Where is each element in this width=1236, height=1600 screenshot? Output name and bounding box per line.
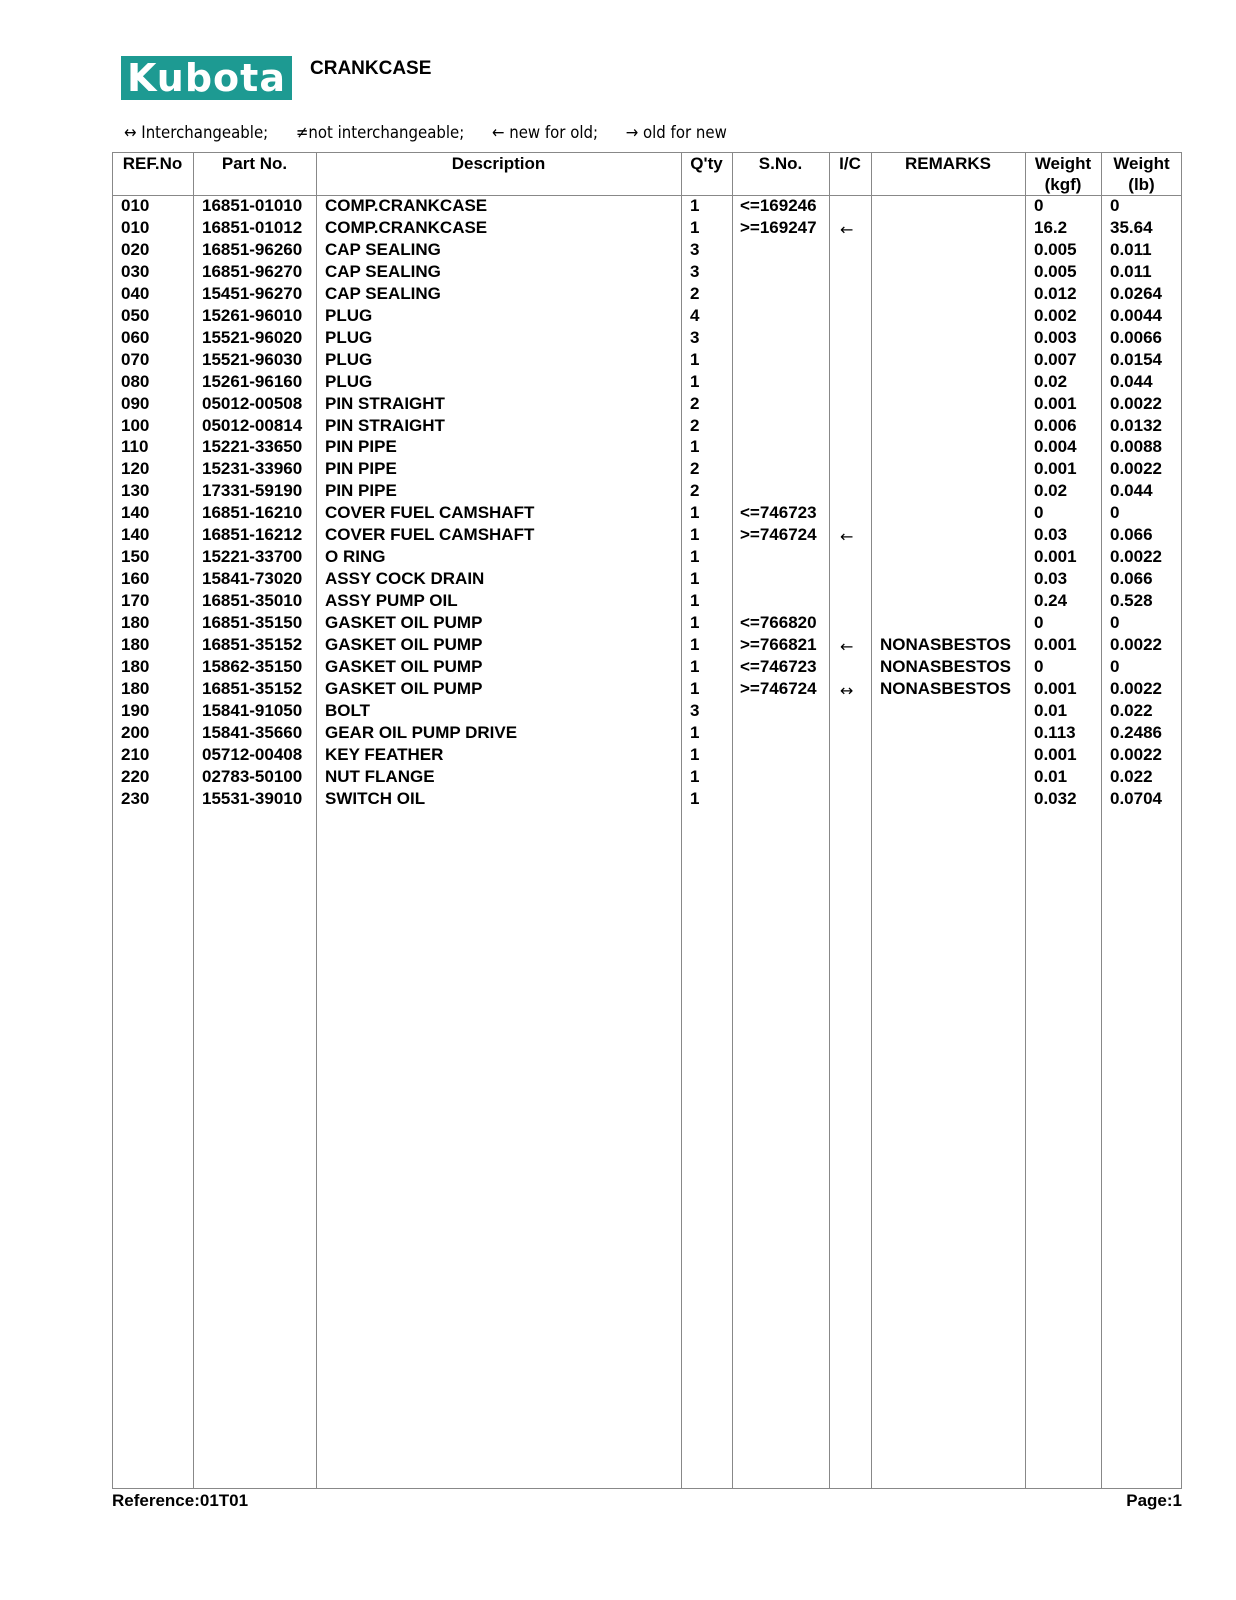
cell-qty: 3	[690, 239, 700, 259]
cell-ref-no: 090	[121, 393, 150, 413]
cell-weight-lb: 0.528	[1110, 591, 1153, 611]
legend-interchangeable: ↔ Interchangeable;	[124, 123, 269, 143]
cell-qty: 1	[690, 569, 700, 589]
cell-weight-lb: 0.066	[1110, 569, 1153, 589]
cell-weight-lb: 0.2486	[1110, 722, 1162, 742]
cell-qty: 2	[690, 481, 700, 501]
cell-qty: 1	[690, 722, 700, 742]
footer-page-number: Page:1	[1126, 1491, 1182, 1510]
cell-ref-no: 120	[121, 459, 150, 479]
cell-part-no: 16851-35010	[202, 591, 303, 611]
header-part-no: Part No.	[221, 154, 288, 173]
cell-weight-lb: 0.011	[1110, 261, 1152, 281]
cell-qty: 3	[690, 700, 700, 720]
cell-qty: 1	[690, 591, 700, 611]
table-row	[0, 261, 1236, 283]
cell-qty: 1	[690, 656, 700, 676]
cell-weight-lb: 0	[1110, 613, 1120, 633]
cell-weight-kgf: 0.24	[1034, 591, 1068, 611]
cell-part-no: 15521-96020	[202, 327, 303, 347]
cell-weight-kgf: 0.113	[1034, 722, 1076, 742]
cell-weight-kgf: 0.001	[1034, 744, 1077, 764]
table-row	[0, 722, 1236, 744]
cell-part-no: 15231-33960	[202, 459, 303, 479]
cell-qty: 3	[690, 327, 700, 347]
cell-description: CAP SEALING	[325, 283, 441, 303]
cell-serial-no: <=746723	[740, 503, 817, 523]
cell-description: ASSY PUMP OIL	[325, 591, 458, 611]
cell-weight-kgf: 0.02	[1034, 371, 1068, 391]
cell-description: ASSY COCK DRAIN	[325, 569, 485, 589]
cell-ref-no: 040	[121, 283, 150, 303]
cell-part-no: 15531-39010	[202, 788, 303, 808]
cell-description: PLUG	[325, 305, 373, 325]
cell-part-no: 16851-01010	[202, 196, 303, 215]
table-row	[0, 327, 1236, 349]
cell-weight-kgf: 0.03	[1034, 569, 1068, 589]
cell-ref-no: 060	[121, 327, 150, 347]
header-serial-no: S.No.	[758, 154, 803, 173]
cell-description: GASKET OIL PUMP	[325, 678, 483, 698]
table-row	[0, 766, 1236, 788]
header-description: Description	[451, 154, 546, 173]
header-ic: I/C	[839, 154, 861, 173]
cell-description: CAP SEALING	[325, 261, 441, 281]
legend-old-for-new: → old for new	[625, 123, 727, 143]
table-row	[0, 371, 1236, 393]
cell-part-no: 15261-96160	[202, 371, 303, 391]
cell-weight-kgf: 0.004	[1034, 437, 1077, 457]
cell-qty: 1	[690, 349, 700, 369]
cell-weight-kgf: 0	[1034, 613, 1044, 633]
cell-description: PLUG	[325, 371, 373, 391]
cell-weight-lb: 0.066	[1110, 525, 1153, 545]
cell-ref-no: 150	[121, 547, 150, 567]
cell-weight-lb: 0	[1110, 656, 1120, 676]
cell-serial-no: >=746724	[740, 678, 817, 698]
table-row	[0, 349, 1236, 371]
cell-weight-kgf: 0.012	[1034, 283, 1077, 303]
cell-description: PLUG	[325, 327, 373, 347]
cell-weight-kgf: 0.01	[1034, 766, 1068, 786]
cell-ic-symbol: ←	[840, 527, 854, 547]
cell-qty: 1	[690, 678, 700, 698]
cell-ic-symbol: ←	[840, 219, 854, 239]
cell-qty: 2	[690, 415, 700, 435]
cell-serial-no: <=746723	[740, 656, 817, 676]
cell-part-no: 16851-96270	[202, 261, 303, 281]
cell-qty: 1	[690, 547, 700, 567]
cell-qty: 4	[690, 305, 700, 325]
cell-serial-no: >=766821	[740, 635, 817, 654]
table-row	[0, 546, 1236, 568]
cell-weight-kgf: 0	[1034, 196, 1044, 215]
table-row	[0, 656, 1236, 678]
table-row	[0, 700, 1236, 722]
cell-part-no: 05012-00814	[202, 415, 303, 435]
cell-ref-no: 080	[121, 371, 150, 391]
cell-weight-lb: 0.0022	[1110, 635, 1162, 654]
cell-weight-kgf: 0.032	[1034, 788, 1077, 808]
cell-weight-kgf: 0.001	[1034, 393, 1077, 413]
header-weight-lb-line2: (lb)	[1128, 175, 1155, 194]
cell-qty: 1	[690, 744, 700, 764]
cell-ref-no: 180	[121, 678, 150, 698]
cell-description: CAP SEALING	[325, 239, 441, 259]
cell-part-no: 16851-35152	[202, 635, 303, 654]
header-qty: Q'ty	[690, 154, 723, 173]
cell-ref-no: 020	[121, 239, 150, 259]
cell-description: GEAR OIL PUMP DRIVE	[325, 722, 518, 742]
cell-ref-no: 110	[121, 437, 149, 457]
cell-weight-kgf: 0.001	[1034, 459, 1077, 479]
header-ref-no: REF.No	[122, 154, 183, 173]
cell-part-no: 15451-96270	[202, 283, 303, 303]
cell-ref-no: 180	[121, 635, 150, 654]
cell-weight-kgf: 0.002	[1034, 305, 1077, 325]
cell-description: PIN STRAIGHT	[325, 415, 445, 435]
table-row	[0, 436, 1236, 458]
cell-ic-symbol: ←	[840, 637, 854, 656]
cell-weight-kgf: 0.03	[1034, 525, 1068, 545]
table-row	[0, 744, 1236, 766]
cell-ref-no: 030	[121, 261, 150, 281]
cell-part-no: 15841-35660	[202, 722, 303, 742]
cell-part-no: 15221-33700	[202, 547, 303, 567]
cell-weight-kgf: 16.2	[1034, 217, 1068, 237]
table-row	[0, 524, 1236, 546]
cell-ref-no: 070	[121, 349, 150, 369]
table-row	[0, 283, 1236, 305]
cell-qty: 1	[690, 217, 700, 237]
cell-weight-lb: 0.0022	[1110, 393, 1162, 413]
cell-ref-no: 140	[121, 525, 150, 545]
table-row	[0, 612, 1236, 634]
cell-qty: 2	[690, 283, 700, 303]
cell-qty: 1	[690, 196, 700, 215]
cell-ref-no: 220	[121, 766, 150, 786]
cell-part-no: 15862-35150	[202, 656, 303, 676]
cell-part-no: 15841-91050	[202, 700, 303, 720]
cell-description: GASKET OIL PUMP	[325, 613, 483, 633]
cell-part-no: 17331-59190	[202, 481, 303, 501]
table-row	[0, 195, 1236, 217]
header-weight-lb	[1101, 153, 1182, 195]
cell-part-no: 05712-00408	[202, 744, 303, 764]
cell-weight-lb: 0.0022	[1110, 678, 1162, 698]
cell-description: COVER FUEL CAMSHAFT	[325, 503, 535, 523]
cell-qty: 1	[690, 525, 700, 545]
cell-weight-lb: 0	[1110, 196, 1120, 215]
cell-ref-no: 010	[121, 217, 150, 237]
cell-ic-symbol: ↔	[840, 680, 854, 700]
cell-part-no: 16851-96260	[202, 239, 303, 259]
cell-weight-kgf: 0	[1034, 503, 1044, 523]
cell-ref-no: 010	[121, 196, 150, 215]
cell-weight-kgf: 0.003	[1034, 327, 1077, 347]
cell-part-no: 15221-33650	[202, 437, 303, 457]
cell-part-no: 15521-96030	[202, 349, 303, 369]
cell-serial-no: >=169247	[740, 217, 817, 237]
cell-weight-lb: 0.0022	[1110, 459, 1162, 479]
legend	[124, 123, 750, 143]
header-remarks: REMARKS	[905, 154, 991, 173]
cell-description: NUT FLANGE	[325, 766, 435, 786]
header-weight-lb-line1: Weight	[1113, 154, 1170, 173]
cell-ref-no: 170	[121, 591, 150, 611]
cell-weight-kgf: 0.007	[1034, 349, 1077, 369]
cell-description: GASKET OIL PUMP	[325, 656, 483, 676]
cell-weight-kgf: 0.005	[1034, 261, 1077, 281]
page-title: CRANKCASE	[310, 58, 432, 79]
cell-remarks: NONASBESTOS	[880, 678, 1011, 698]
table-row	[0, 788, 1236, 810]
cell-part-no: 15261-96010	[202, 305, 303, 325]
cell-description: O RING	[325, 547, 386, 567]
cell-weight-lb: 0.022	[1110, 766, 1153, 786]
cell-weight-lb: 0.044	[1110, 371, 1153, 391]
table-row	[0, 239, 1236, 261]
cell-serial-no: <=766820	[740, 613, 817, 633]
cell-ref-no: 140	[121, 503, 150, 523]
cell-description: GASKET OIL PUMP	[325, 635, 483, 654]
table-row	[0, 678, 1236, 700]
table-row	[0, 480, 1236, 502]
header-weight-kgf	[1025, 153, 1101, 195]
cell-weight-lb: 0.0154	[1110, 349, 1162, 369]
header-weight-kgf-line1: Weight	[1034, 154, 1092, 173]
table-row	[0, 415, 1236, 437]
cell-weight-lb: 0.0132	[1110, 415, 1162, 435]
cell-qty: 1	[690, 371, 700, 391]
cell-ref-no: 130	[121, 481, 150, 501]
cell-serial-no: <=169246	[740, 196, 817, 215]
cell-qty: 1	[690, 766, 700, 786]
header-weight-kgf-line2: (kgf)	[1044, 175, 1082, 194]
cell-ref-no: 050	[121, 305, 150, 325]
cell-part-no: 05012-00508	[202, 393, 303, 413]
cell-part-no: 15841-73020	[202, 569, 303, 589]
cell-weight-kgf: 0.001	[1034, 547, 1077, 567]
cell-description: KEY FEATHER	[325, 744, 444, 764]
cell-description: PLUG	[325, 349, 373, 369]
table-row	[0, 458, 1236, 480]
cell-weight-lb: 35.64	[1110, 217, 1153, 237]
footer-reference: Reference:01T01	[112, 1491, 249, 1510]
cell-ref-no: 230	[121, 788, 150, 808]
cell-description: COMP.CRANKCASE	[325, 196, 488, 215]
cell-ref-no: 190	[121, 700, 150, 720]
cell-part-no: 02783-50100	[202, 766, 303, 786]
cell-weight-kgf: 0.001	[1034, 635, 1077, 654]
cell-weight-lb: 0.0264	[1110, 283, 1162, 303]
cell-weight-lb: 0.0066	[1110, 327, 1162, 347]
legend-new-for-old: ← new for old;	[491, 123, 599, 143]
cell-weight-lb: 0.0022	[1110, 744, 1162, 764]
cell-qty: 3	[690, 261, 700, 281]
cell-qty: 1	[690, 503, 700, 523]
cell-description: PIN STRAIGHT	[325, 393, 445, 413]
cell-part-no: 16851-16210	[202, 503, 303, 523]
cell-remarks: NONASBESTOS	[880, 635, 1011, 654]
cell-weight-kgf: 0.01	[1034, 700, 1068, 720]
cell-weight-lb: 0.0088	[1110, 437, 1162, 457]
cell-description: PIN PIPE	[325, 459, 397, 479]
cell-description: SWITCH OIL	[325, 788, 426, 808]
cell-qty: 2	[690, 393, 700, 413]
cell-weight-kgf: 0	[1034, 656, 1044, 676]
cell-description: COMP.CRANKCASE	[325, 217, 488, 237]
cell-ref-no: 160	[121, 569, 150, 589]
table-row	[0, 590, 1236, 612]
cell-qty: 2	[690, 459, 700, 479]
cell-part-no: 16851-35152	[202, 678, 303, 698]
cell-remarks: NONASBESTOS	[880, 656, 1011, 676]
cell-serial-no: >=746724	[740, 525, 817, 545]
table-row	[0, 634, 1236, 656]
cell-qty: 1	[690, 437, 700, 457]
cell-ref-no: 180	[121, 656, 150, 676]
cell-description: PIN PIPE	[325, 437, 397, 457]
table-row	[0, 305, 1236, 327]
cell-ref-no: 100	[121, 415, 150, 435]
cell-weight-kgf: 0.006	[1034, 415, 1077, 435]
cell-ref-no: 180	[121, 613, 150, 633]
cell-weight-kgf: 0.001	[1034, 678, 1077, 698]
cell-weight-lb: 0.022	[1110, 700, 1153, 720]
cell-qty: 1	[690, 635, 700, 654]
cell-weight-lb: 0.0044	[1110, 305, 1162, 325]
cell-part-no: 16851-35150	[202, 613, 303, 633]
legend-not-interchangeable: ≠not interchangeable;	[295, 123, 465, 143]
cell-ref-no: 200	[121, 722, 150, 742]
cell-weight-lb: 0	[1110, 503, 1120, 523]
table-row	[0, 568, 1236, 590]
cell-weight-kgf: 0.005	[1034, 239, 1077, 259]
cell-description: COVER FUEL CAMSHAFT	[325, 525, 535, 545]
cell-description: PIN PIPE	[325, 481, 397, 501]
cell-part-no: 16851-01012	[202, 217, 303, 237]
table-row	[0, 502, 1236, 524]
cell-weight-lb: 0.044	[1110, 481, 1153, 501]
cell-part-no: 16851-16212	[202, 525, 303, 545]
table-row	[0, 393, 1236, 415]
cell-weight-lb: 0.0704	[1110, 788, 1162, 808]
kubota-logo: Kubota	[121, 56, 292, 100]
cell-weight-lb: 0.011	[1110, 239, 1152, 259]
cell-weight-lb: 0.0022	[1110, 547, 1162, 567]
table-row	[0, 217, 1236, 239]
cell-qty: 1	[690, 788, 700, 808]
cell-ref-no: 210	[121, 744, 150, 764]
cell-qty: 1	[690, 613, 700, 633]
cell-weight-kgf: 0.02	[1034, 481, 1068, 501]
cell-description: BOLT	[325, 700, 371, 720]
